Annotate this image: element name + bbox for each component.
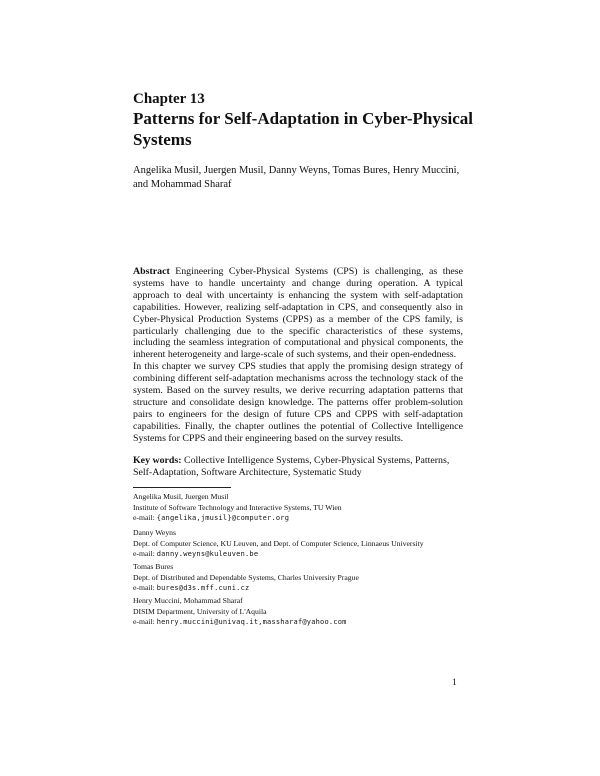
abstract-paragraph-2: In this chapter we survey CPS studies that apply the promising design strategy of combining different self-adaptation mechanisms across the technology stack of the system. Based on the survey results, we derive recurring adaptation patterns that structure and consolidate design knowledge. The patterns offer problem-solution pairs to engineers for the design of future CPS and CPPS with self-adaptation capabilities. Finally, the chapter outlines the potential of Collective Intelligence Systems for CPPS and their engineering based on the survey results. xyxy=(133,361,463,444)
abstract-label: Abstract xyxy=(133,266,170,277)
email-address[interactable]: henry.muccini@univaq.it,massharaf@yahoo.com xyxy=(156,618,347,626)
page-number: 1 xyxy=(452,678,457,688)
affiliation-names: Henry Muccini, Mohammad Sharaf xyxy=(133,596,243,605)
abstract-paragraph-1 xyxy=(133,266,463,361)
affiliation-email-line xyxy=(133,549,473,560)
affiliation-block xyxy=(133,528,473,560)
abstract xyxy=(133,266,463,445)
email-label: e-mail: xyxy=(133,617,155,626)
affiliation-institution: Institute of Software Technology and Interactive Systems, TU Wien xyxy=(133,502,342,512)
email-label: e-mail: xyxy=(133,583,155,592)
affiliation-email-line xyxy=(133,583,473,594)
email-address[interactable]: {angelika,jmusil}@computer.org xyxy=(156,514,290,522)
email-address[interactable]: bures@d3s.mff.cuni.cz xyxy=(156,584,250,592)
chapter-number: Chapter 13 xyxy=(133,91,205,107)
email-address[interactable]: danny.weyns@kuleuven.be xyxy=(156,550,259,558)
email-label: e-mail: xyxy=(133,513,155,522)
affiliation-names: Tomas Bures xyxy=(133,562,174,571)
affiliation-block xyxy=(133,596,473,628)
affiliation-names: Danny Weyns xyxy=(133,528,177,537)
affiliation-email-line xyxy=(133,513,473,524)
affiliation-institution: Dept. of Distributed and Dependable Systems, Charles University Prague xyxy=(133,572,359,582)
chapter-title: Patterns for Self-Adaptation in Cyber-Physical Systems xyxy=(133,109,473,149)
affiliation-names: Angelika Musil, Juergen Musil xyxy=(133,492,229,501)
abstract-text-1: Engineering Cyber-Physical Systems (CPS) is challenging, as these systems have to handle uncertainty and change during operation. A typical approach to deal with uncertainty is enhancing the system with self-adaptation capabilities. However, realizing self-adaptation in CPS, and consequently also in Cyber-Physical Production Systems (CPPS) as a member of the CPS family, is particularly challenging due to the specific characteristics of these systems, including the seamless integration of computational and physical components, the inherent heterogeneity and large-scale of such systems, and their open-endedness. xyxy=(133,266,463,361)
affiliation-block xyxy=(133,492,473,524)
email-label: e-mail: xyxy=(133,549,155,558)
keywords xyxy=(133,455,463,479)
affiliation-institution: DISIM Department, University of L'Aquila xyxy=(133,606,267,616)
affiliation-block xyxy=(133,562,473,594)
keywords-text: Collective Intelligence Systems, Cyber-Physical Systems, Patterns, Self-Adaptation, Software Architecture, Systematic Study xyxy=(133,455,450,478)
affiliation-email-line xyxy=(133,617,473,628)
footnote-rule xyxy=(133,487,231,488)
keywords-label: Key words: xyxy=(133,455,182,466)
affiliation-institution: Dept. of Computer Science, KU Leuven, and Dept. of Computer Science, Linnaeus University xyxy=(133,538,424,548)
author-list: Angelika Musil, Juergen Musil, Danny Weyns, Tomas Bures, Henry Muccini, and Mohammad Sharaf xyxy=(133,165,460,190)
